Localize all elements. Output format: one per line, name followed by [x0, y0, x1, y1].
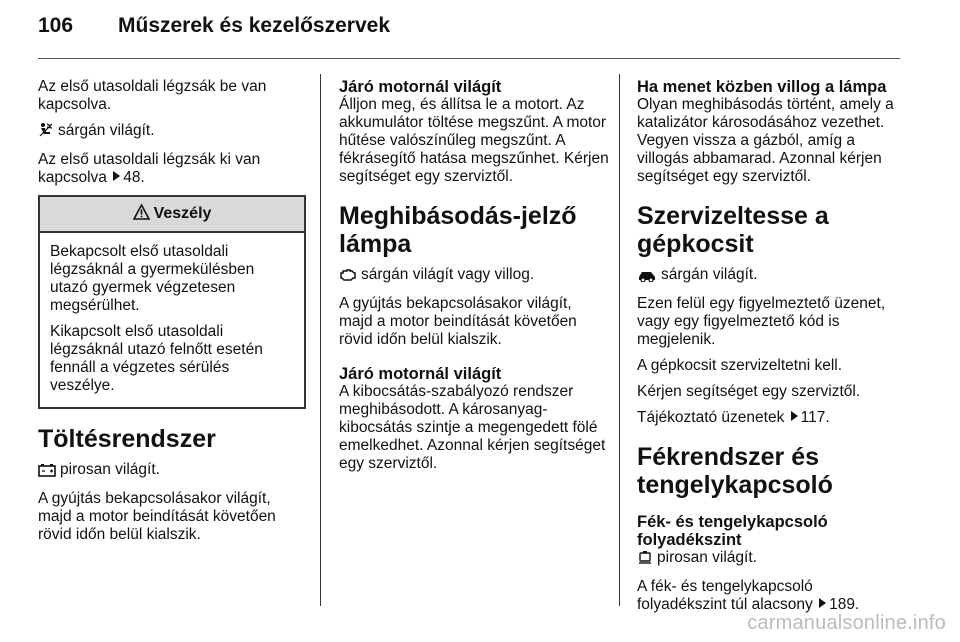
paragraph: A gyújtás bekapcsolásakor világít, majd a motor beindítását követően rövid időn belül kialszik. [339, 295, 577, 348]
section-heading: Töltésrendszer [38, 425, 216, 453]
warning-triangle-icon [133, 204, 150, 225]
paragraph [637, 578, 905, 614]
warning-box [38, 195, 306, 409]
reference-arrow-icon [113, 171, 120, 181]
column-middle [339, 78, 609, 481]
engine-check-icon [339, 268, 357, 287]
paragraph-text: sárgán világít. [58, 122, 155, 139]
paragraph: Kérjen segítséget egy szerviztől. [637, 383, 861, 400]
service-car-icon [637, 268, 657, 287]
paragraph-text: sárgán világít. [661, 266, 758, 283]
page-header [38, 14, 898, 48]
column-divider [320, 74, 321, 606]
warning-body [40, 233, 304, 407]
column-left [38, 78, 306, 552]
battery-icon [38, 463, 56, 482]
column-right [637, 78, 905, 622]
header-divider [38, 58, 900, 59]
page-reference: 117. [800, 409, 830, 426]
airbag-off-icon [38, 122, 54, 143]
paragraph-text: pirosan világít. [60, 461, 160, 478]
subsection-heading: Fék- és tengelykapcsoló folyadékszint [637, 513, 828, 549]
reference-arrow-icon [819, 598, 826, 608]
paragraph-text: Tájékoztató üzenetek [637, 409, 785, 426]
warning-header [40, 197, 304, 233]
page-reference: 189. [829, 596, 860, 613]
paragraph: A gépkocsit szervizeltetni kell. [637, 357, 843, 374]
subsection-heading: Járó motornál világít [339, 365, 502, 383]
paragraph [38, 151, 306, 187]
paragraph-text: pirosan világít. [657, 549, 757, 566]
section-heading: Meghibásodás-jelző lámpa [339, 202, 577, 258]
page-title: Műszerek és kezelőszervek [118, 14, 391, 37]
page-reference: 48. [123, 169, 145, 186]
paragraph: Olyan meghibásodás történt, amely a katalizátor károsodásához vezethet. Vegyen vissza a gázból, amíg a villogás abbamarad. Azonnal kérjen segítséget egy szerviztől. [637, 96, 894, 185]
section-heading: Szervizeltesse a gépkocsit [637, 202, 829, 258]
reference-arrow-icon [791, 411, 798, 421]
paragraph [637, 549, 905, 570]
page-number: 106 [38, 14, 74, 37]
paragraph: A kibocsátás-szabályozó rendszer meghibásodott. A károsanyag-kibocsátás szintje a megengedett fölé emelkedhet. Azonnal kérjen segítséget egy szerviztől. [339, 383, 606, 472]
warning-paragraph: Bekapcsolt első utasoldali légzsáknál a gyermekülésben utazó gyermek végzetesen megsérülhet. [50, 243, 255, 314]
warning-title: Veszély [153, 205, 212, 222]
paragraph [339, 266, 609, 287]
column-divider [619, 74, 620, 606]
paragraph [38, 122, 306, 143]
brake-fluid-icon [637, 550, 653, 570]
paragraph: Álljon meg, és állítsa le a motort. Az akkumulátor töltése megszűnt. A motor hűtése valószínűleg megszűnt. A fékrásegítő hatása megszűnhet. Kérjen segítséget egy szerviztől. [339, 96, 609, 185]
paragraph: A gyújtás bekapcsolásakor világít, majd a motor beindítását követően rövid időn belül kialszik. [38, 490, 276, 543]
paragraph [637, 266, 905, 287]
subsection-heading: Ha menet közben villog a lámpa [637, 78, 887, 96]
paragraph-text: A fék- és tengelykapcsoló folyadékszint túl alacsony [637, 578, 813, 613]
watermark: carmanualsonline.info [747, 612, 946, 634]
paragraph-text: sárgán világít vagy villog. [361, 266, 535, 283]
section-heading: Fékrendszer és tengelykapcsoló [637, 443, 833, 499]
paragraph [637, 409, 905, 427]
subsection-heading: Járó motornál világít [339, 78, 502, 96]
paragraph [38, 461, 306, 482]
warning-paragraph: Kikapcsolt első utasoldali légzsáknál utazó felnőtt esetén fennáll a végzetes sérülés veszélye. [50, 323, 263, 394]
paragraph: Ezen felül egy figyelmeztető üzenet, vagy egy figyelmeztető kód is megjelenik. [637, 295, 886, 348]
paragraph-text: Az első utasoldali légzsák ki van kapcsolva [38, 151, 261, 186]
paragraph: Az első utasoldali légzsák be van kapcsolva. [38, 78, 267, 113]
